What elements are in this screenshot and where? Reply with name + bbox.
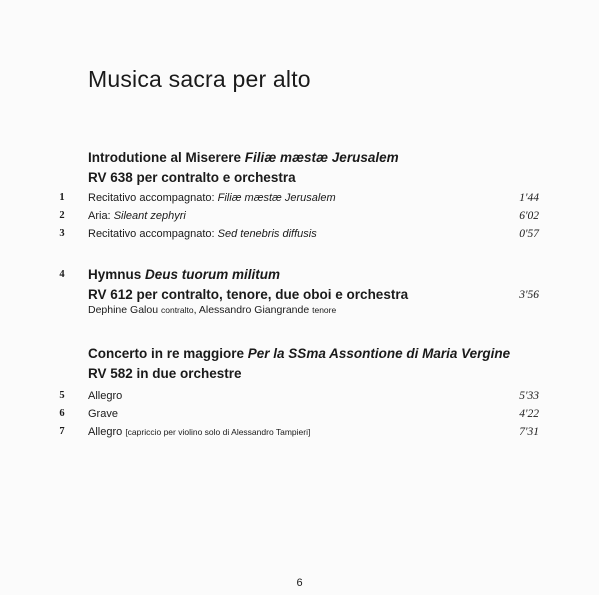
performer-separator: , [193,304,199,316]
track-row [0,266,599,284]
track-duration: 1'44 [519,192,539,204]
track-duration: 0'57 [519,228,539,240]
track-number: 6 [59,408,65,419]
track-duration: 4'22 [519,408,539,420]
performer-role: tenore [312,305,337,315]
track-label-italic: Sed tenebris diffusis [217,228,317,240]
performers-line [88,304,336,316]
track-number: 7 [59,426,65,437]
track-number: 5 [59,390,65,401]
work1-title-italic: Filiæ mæstæ Jerusalem [244,150,399,165]
track-number: 1 [59,192,65,203]
track-label: Aria: [88,210,114,222]
track-duration: 6'02 [519,210,539,222]
track-duration: 7'31 [519,426,539,438]
track-label: Allegro [88,426,123,438]
work1-heading [88,148,399,188]
track-row [0,189,599,207]
work3-title: Concerto in re maggiore [88,346,248,361]
track-number: 2 [59,210,65,221]
work3-subtitle: RV 582 in due orchestre [88,366,242,381]
track-label: Grave [88,408,118,420]
track-label: Recitativo accompagnato: [88,228,218,240]
track-row [0,405,599,423]
work2-title-italic: Deus tuorum militum [145,267,281,282]
track-note: [capriccio per violino solo di Alessandro Tampieri] [125,427,311,437]
track-label: Allegro [88,390,123,402]
track-row [0,207,599,225]
page-number: 6 [296,577,303,589]
work2-title: Hymnus [88,267,146,282]
track-duration: 5'33 [519,390,539,402]
performer-role: contralto [160,305,194,315]
work3-heading [88,344,510,384]
work1-title: Introdutione al Miserere [88,150,245,165]
track-row [0,423,599,441]
work1-subtitle: RV 638 per contralto e orchestra [88,170,296,185]
track-row [0,286,599,304]
track-label: Recitativo accompagnato: [88,192,218,204]
track-row [0,387,599,405]
work3-title-italic: Per la SSma Assontione di Maria Vergine [247,346,511,361]
track-duration: 3'56 [519,289,539,301]
track-label-italic: Sileant zephyri [113,210,186,222]
work2-subtitle: RV 612 per contralto, tenore, due oboi e orchestra [88,287,409,302]
track-number: 4 [59,269,65,280]
track-label-italic: Filiæ mæstæ Jerusalem [217,192,336,204]
track-row [0,225,599,243]
performer-name: Alessandro Giangrande [198,304,310,316]
performer-name: Dephine Galou [88,304,159,316]
page-title: Musica sacra per alto [88,66,311,92]
track-number: 3 [59,228,65,239]
